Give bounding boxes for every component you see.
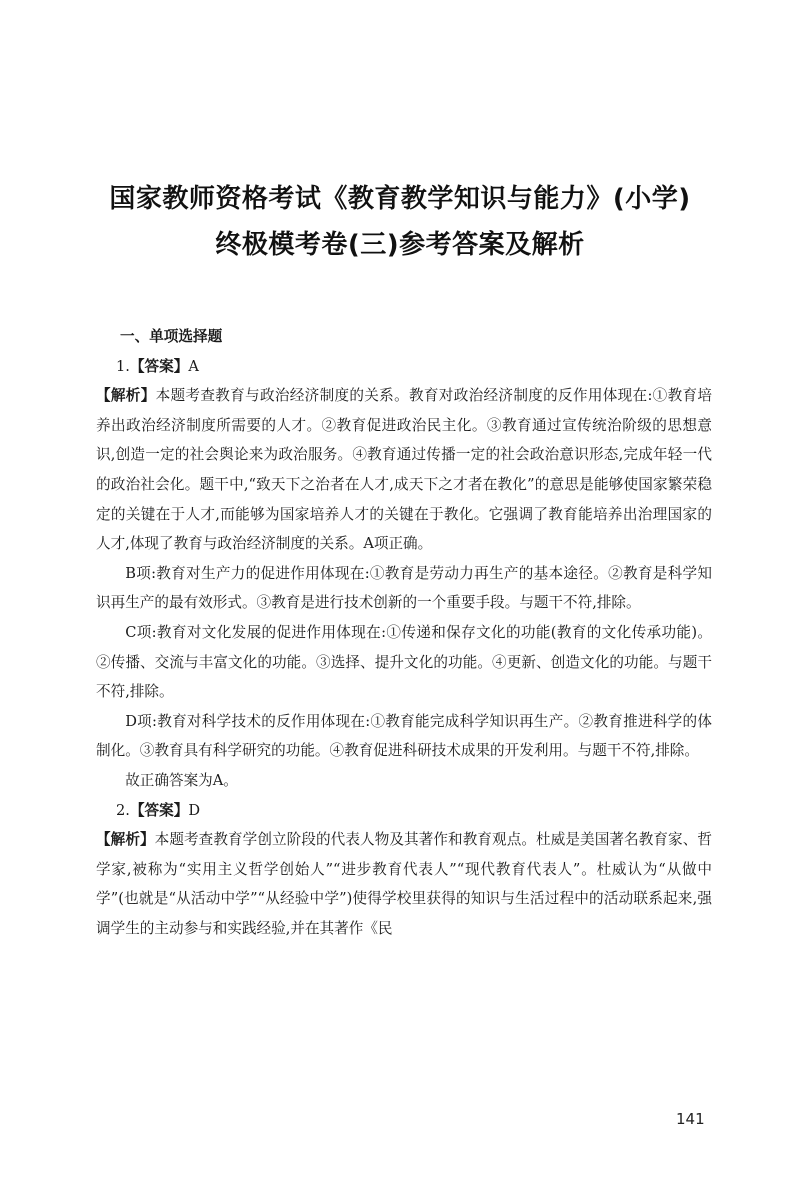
q2-analysis-tag: 【解析】	[96, 831, 155, 849]
section-heading: 一、单项选择题	[120, 328, 223, 345]
answer-body	[96, 318, 712, 943]
q1-option-c: C项:教育对文化发展的促进作用体现在:①传递和保存文化的功能(教育的文化传承功能)。②传播、交流与丰富文化的功能。③选择、提升文化的功能。④更新、创造文化的功能。与题干不符,排除。	[96, 623, 712, 701]
q2-analysis	[96, 825, 712, 943]
q2-answer-line	[96, 796, 712, 826]
page-title-line-1: 国家教师资格考试《教育教学知识与能力》(小学)	[109, 184, 691, 214]
q1-analysis-tag: 【解析】	[96, 387, 156, 405]
q1-answer: A	[188, 357, 199, 375]
q2-analysis-text: 本题考查教育学创立阶段的代表人物及其著作和教育观点。杜威是美国著名教育家、哲学家,被称为“实用主义哲学创始人”“进步教育代表人”“现代教育代表人”。杜威认为“从做中学”(也就是“从活动中学”“从经验中学”)使得学校里获得的知识与生活过程中的活动联系起来,强调学生的主动参与和实践经验,并在其著作《民	[96, 831, 712, 937]
q1-option-b: B项:教育对生产力的促进作用体现在:①教育是劳动力再生产的基本途径。②教育是科学知识再生产的最有效形式。③教育是进行技术创新的一个重要手段。与题干不符,排除。	[96, 564, 712, 612]
page-title-line-2: 终极模考卷(三)参考答案及解析	[215, 230, 585, 260]
q1-conclusion: 故正确答案为A。	[125, 771, 238, 789]
q1-analysis-text: 本题考查教育与政治经济制度的关系。教育对政治经济制度的反作用体现在:①教育培养出政治经济制度所需要的人才。②教育促进政治民主化。③教育通过宣传统治阶级的思想意识,创造一定的社会舆论来为政治服务。④教育通过传播一定的社会政治意识形态,完成年轻一代的政治社会化。题干中,“致天下之治者在人才,成天下之才者在教化”的意思是能够使国家繁荣稳定的关键在于人才,而能够为国家培养人才的关键在于教化。它强调了教育能培养出治理国家的人才,体现了教育与政治经济制度的关系。A项正确。	[96, 387, 712, 553]
q1-answer-line	[96, 352, 712, 382]
q2-answer: D	[188, 801, 201, 819]
q1-option-d: D项:教育对科学技术的反作用体现在:①教育能完成科学知识再生产。②教育推进科学的体制化。③教育具有科学研究的功能。④教育促进科研技术成果的开发利用。与题干不符,排除。	[96, 712, 712, 760]
page-number: 141	[676, 1110, 705, 1128]
q2-number: 2.	[116, 801, 130, 819]
q1-answer-tag: 【答案】	[129, 357, 189, 375]
q2-answer-tag: 【答案】	[129, 801, 189, 819]
q1-number: 1.	[116, 357, 130, 375]
q1-analysis	[96, 381, 712, 559]
